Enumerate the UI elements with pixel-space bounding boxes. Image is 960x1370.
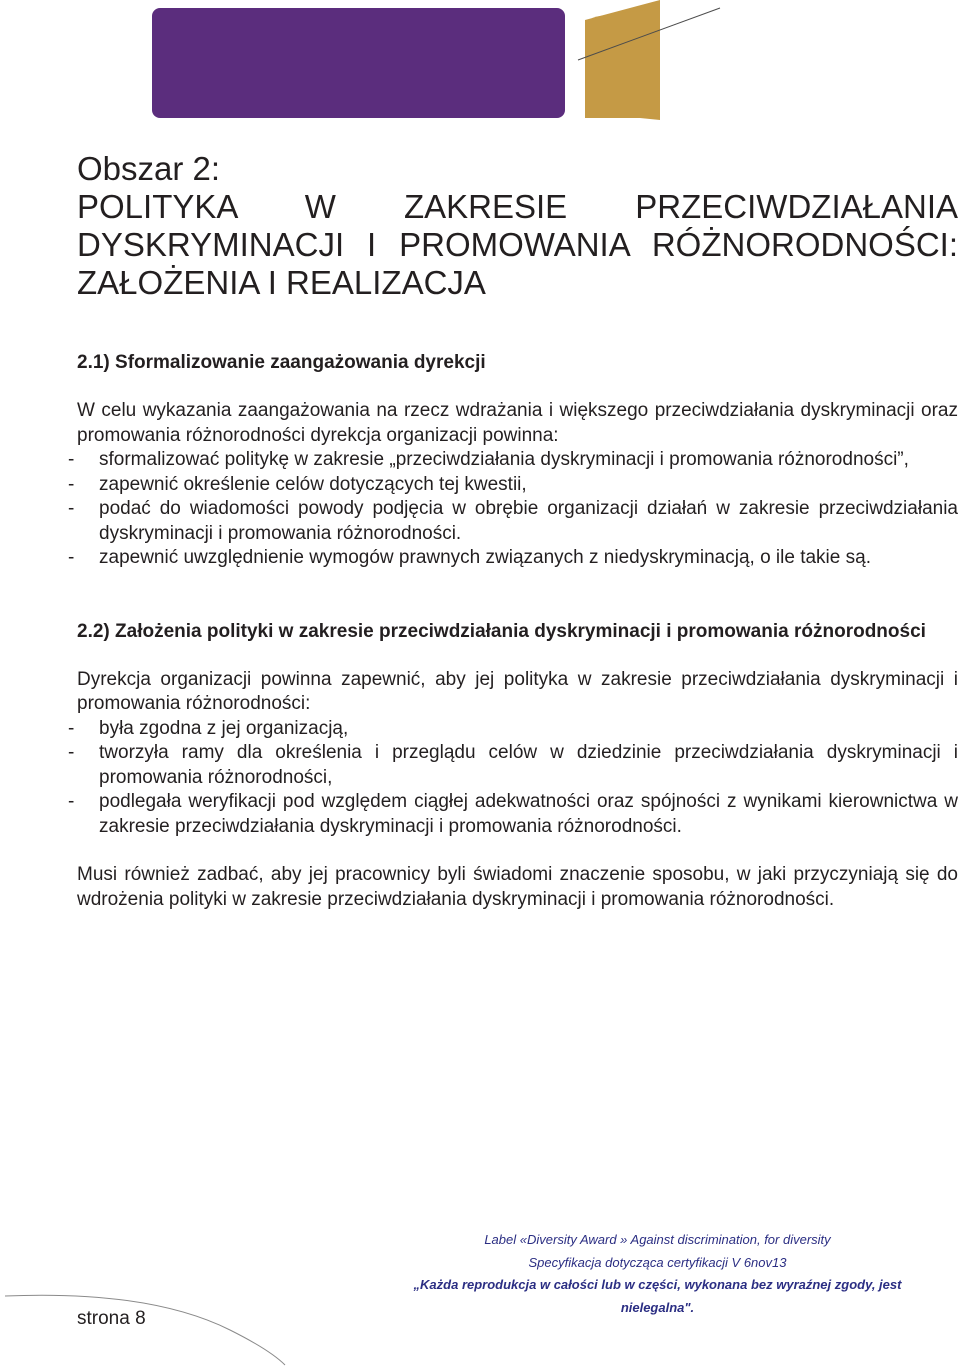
dash-bullet: - — [68, 473, 75, 495]
purple-block — [152, 8, 565, 118]
list-item: - tworzyła ramy dla określenia i przeglądu celów w dziedzinie przeciwdziałania dyskryminacji i promowania różnorodności, — [68, 742, 958, 788]
dash-bullet: - — [68, 547, 75, 568]
section1-intro: W celu wykazania zaangażowania na rzecz wdrażania i większego przeciwdziałania dyskryminacji oraz promowania różnorodności dyrekcja organizacji powinna: — [77, 400, 958, 446]
section2-intro: Dyrekcja organizacji powinna zapewnić, aby jej polityka w zakresie przeciwdziałania dyskryminacji i promowania różnorodności: — [77, 668, 958, 714]
section1-list — [0, 448, 958, 571]
list-item: - podać do wiadomości powody podjęcia w obrębie organizacji działań w zakresie przeciwdziałania dyskryminacji i promowania różnorodności. — [68, 498, 958, 544]
page-number: strona 8 — [77, 1308, 146, 1329]
title-line-4: ZAŁOŻENIA I REALIZACJA — [77, 264, 486, 301]
dash-bullet: - — [68, 498, 75, 519]
dash-bullet: - — [68, 742, 75, 763]
dash-bullet: - — [68, 717, 75, 739]
footer — [405, 1229, 910, 1319]
section2-list — [0, 717, 958, 840]
gold-block — [585, 8, 660, 118]
header-decoration — [0, 0, 960, 140]
page-title — [77, 150, 958, 302]
list-item: - zapewnić określenie celów dotyczących tej kwestii, — [0, 473, 958, 498]
footer-curve — [5, 1295, 285, 1365]
list-item: - była zgodna z jej organizacją, — [0, 717, 958, 742]
footer-line-1: Label «Diversity Award » Against discrimination, for diversity — [484, 1232, 831, 1247]
list-item: - sformalizować politykę w zakresie „przeciwdziałania dyskryminacji i promowania różnorodności”, — [0, 448, 958, 473]
footer-line-2: Specyfikacja dotycząca certyfikacji V 6nov13 — [528, 1254, 787, 1270]
footer-line-3: „Każda reprodukcja w całości lub w części, wykonana bez wyraźnej zgody, jest nielegalna". — [413, 1277, 902, 1315]
dash-bullet: - — [68, 791, 75, 812]
title-line-3: DYSKRYMINACJI I PROMOWANIA RÓŻNORODNOŚCI: — [77, 226, 958, 263]
section1-title: 2.1) Sformalizowanie zaangażowania dyrekcji — [77, 352, 486, 373]
dash-bullet: - — [68, 449, 75, 470]
title-line-2: POLITYKA W ZAKRESIE PRZECIWDZIAŁANIA — [77, 188, 958, 225]
section2-title: 2.2) Założenia polityki w zakresie przeciwdziałania dyskryminacji i promowania różnorodności — [77, 620, 926, 642]
list-item: - podlegała weryfikacji pod względem ciągłej adekwatności oraz spójności z wynikami kierownictwa w zakresie przeciwdziałania dyskryminacji i promowania różnorodności. — [68, 791, 958, 837]
document-body — [68, 150, 958, 912]
list-item: - zapewnić uwzględnienie wymogów prawnych związanych z niedyskryminacją, o ile takie są. — [0, 546, 958, 571]
title-line-1: Obszar 2: — [77, 150, 221, 187]
section2-closing: Musi również zadbać, aby jej pracownicy byli świadomi znaczenie sposobu, w jaki przyczyniają się do wdrożenia polityki w zakresie przeciwdziałania dyskryminacji i promowania różnorodności. — [77, 864, 958, 910]
